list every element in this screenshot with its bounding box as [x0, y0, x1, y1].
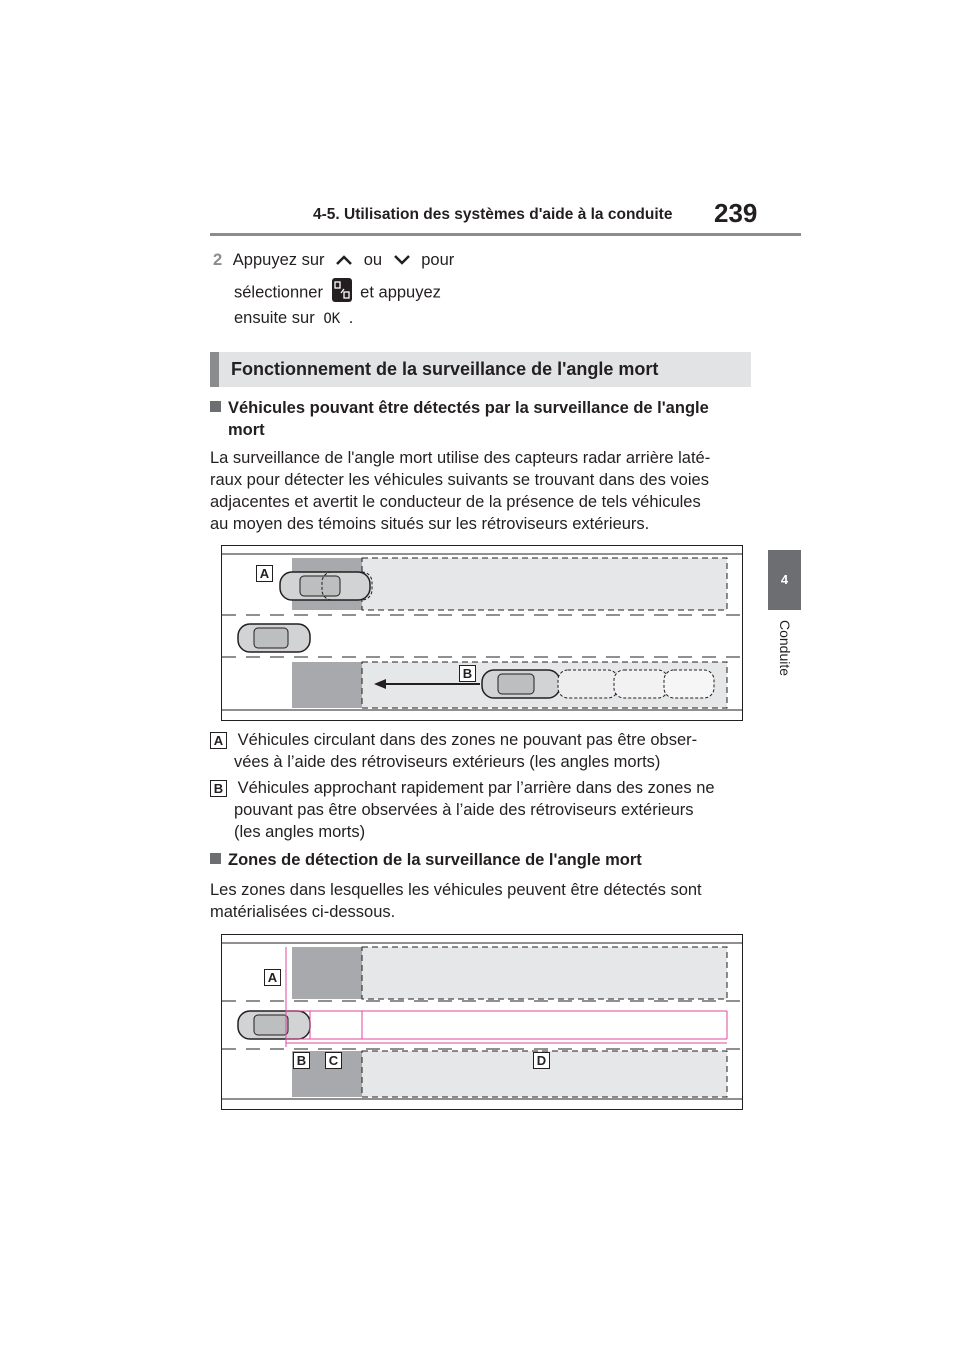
heading-text: Véhicules pouvant être détectés par la surveillance de l'angle: [228, 399, 709, 417]
subsection-1-heading-cont: mort: [228, 421, 265, 439]
label-b: B: [293, 1052, 310, 1069]
approaching-car-icon: [482, 670, 560, 698]
own-car-icon: [238, 1011, 310, 1039]
paragraph-line: raux pour détecter les véhicules suivants se trouvant dans des voies: [210, 471, 709, 489]
label-b: B: [459, 665, 476, 682]
paragraph-2: [210, 879, 702, 923]
step-number: 2: [213, 251, 223, 269]
diagram-1-svg: [222, 546, 742, 720]
legend-text: Véhicules approchant rapidement par l’arrière dans des zones ne: [237, 779, 715, 797]
diagram-2-svg: [222, 935, 742, 1109]
paragraph-line: La surveillance de l'angle mort utilise des capteurs radar arrière laté-: [210, 449, 711, 467]
legend-b-letter: B: [210, 780, 227, 797]
car-icon: [280, 572, 370, 600]
subsection-2-heading: [210, 849, 642, 871]
running-header: 4-5. Utilisation des systèmes d'aide à la conduite: [313, 206, 673, 223]
diagram-detection-zones: [221, 934, 743, 1110]
step-text: pour: [421, 251, 455, 269]
step-text: et appuyez: [360, 283, 441, 302]
subsection-1-heading: [210, 397, 709, 419]
step-text: Appuyez sur: [232, 251, 325, 269]
paragraph-1: [210, 447, 710, 535]
page-number: 239: [714, 198, 758, 228]
label-c: C: [325, 1052, 342, 1069]
legend-b: [210, 777, 715, 799]
diagram-detected-vehicles: [221, 545, 743, 721]
square-bullet-icon: [210, 401, 221, 412]
section-heading-bar: [210, 352, 751, 387]
paragraph-line: matérialisées ci-dessous.: [210, 903, 396, 921]
heading-text: Zones de détection de la surveillance de l'angle mort: [228, 851, 642, 869]
legend-a-letter: A: [210, 732, 227, 749]
section-title: Fonctionnement de la surveillance de l'angle mort: [231, 359, 659, 379]
step-2-line-2: [234, 278, 441, 308]
chapter-tab: 4: [768, 550, 801, 610]
square-bullet-icon: [210, 853, 221, 864]
ok-button-icon: OK: [323, 311, 341, 327]
step-2-line-3: [234, 307, 353, 330]
step-2-line-1: [213, 249, 454, 272]
chevron-up-icon: [335, 250, 353, 272]
step-text: .: [348, 309, 354, 327]
header-rule: [210, 233, 801, 236]
chevron-down-icon: [393, 250, 411, 272]
step-text: ensuite sur: [234, 309, 315, 327]
legend-a-cont: vées à l’aide des rétroviseurs extérieurs (les angles morts): [234, 753, 661, 771]
legend-b-cont-2: (les angles morts): [234, 823, 366, 841]
step-text: ou: [363, 251, 383, 269]
label-d: D: [533, 1052, 550, 1069]
legend-a: [210, 729, 697, 751]
label-a: A: [256, 565, 273, 582]
paragraph-line: Les zones dans lesquelles les véhicules peuvent être détectés sont: [210, 881, 702, 899]
label-a: A: [264, 969, 281, 986]
legend-text: Véhicules circulant dans des zones ne pouvant pas être obser-: [237, 731, 698, 749]
own-car-icon: [238, 624, 310, 652]
bsm-setting-icon: [332, 278, 352, 308]
paragraph-line: adjacentes et avertit le conducteur de la présence de tels véhicules: [210, 493, 701, 511]
legend-b-cont-1: pouvant pas être observées à l’aide des rétroviseurs extérieurs: [234, 801, 694, 819]
chapter-label: Conduite: [777, 620, 793, 677]
step-text: sélectionner: [234, 283, 323, 302]
paragraph-line: au moyen des témoins situés sur les rétroviseurs extérieurs.: [210, 515, 650, 533]
